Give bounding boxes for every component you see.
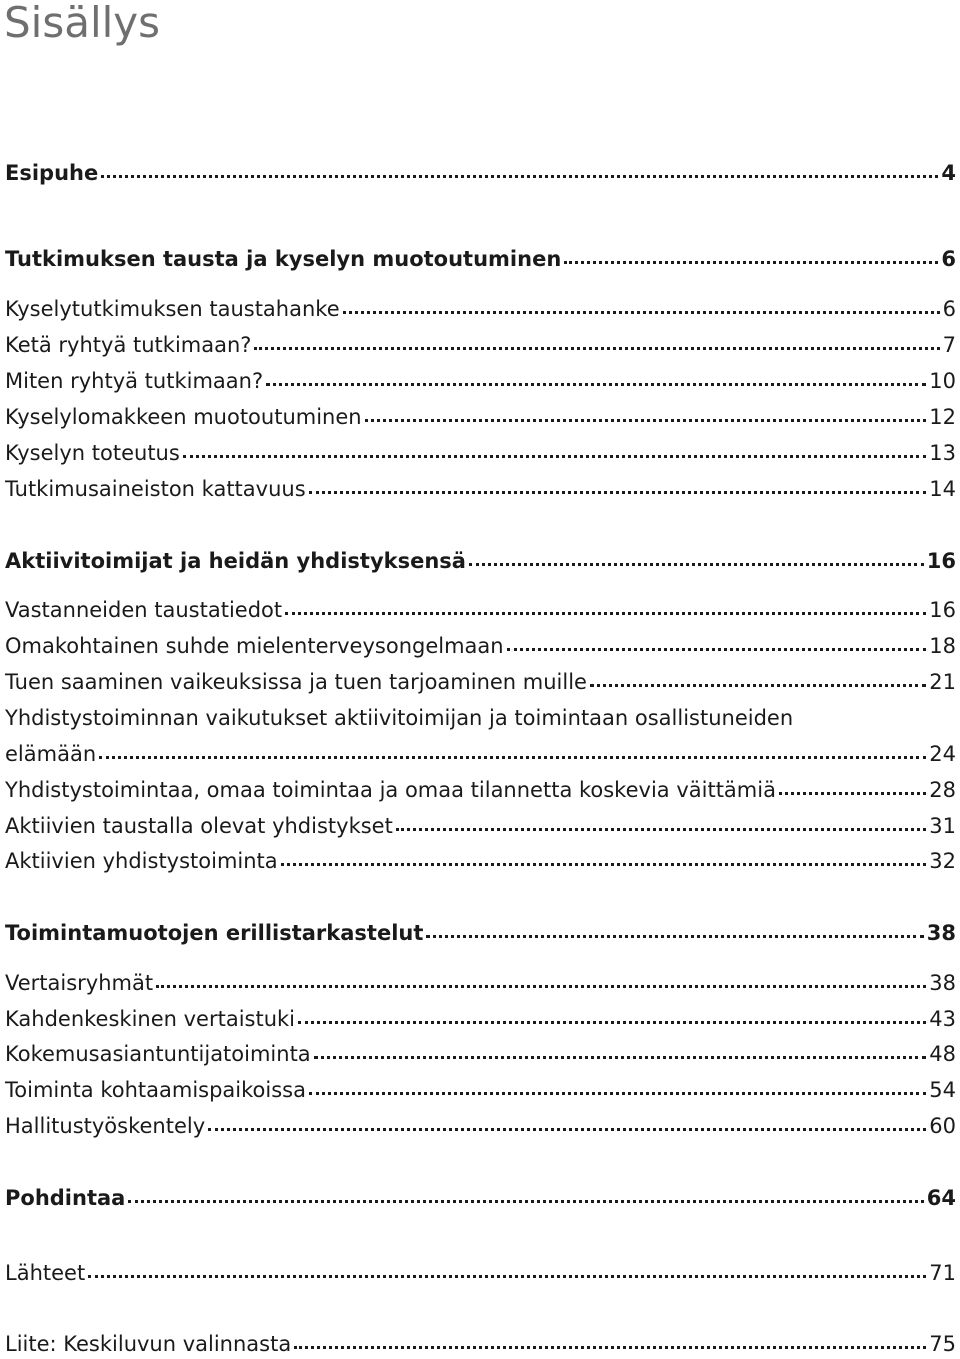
toc-leader-dots [564,260,938,264]
toc-entry-tutkimuksen-tausta[interactable] [5,244,956,274]
toc-entry-tutkimusaineiston-kattavuus[interactable] [5,474,956,504]
toc-page-number: 10 [929,369,956,393]
toc-entry-label: Kyselytutkimuksen taustahanke [5,297,340,321]
toc-page-number: 21 [929,670,956,694]
toc-entry-label: elämään [5,742,97,766]
toc-entry-yhdistystoimintaa-vaittamia[interactable] [5,775,956,805]
toc-page-number: 54 [929,1078,956,1102]
toc-leader-dots [208,1127,926,1131]
toc-entry-label: Aktiivitoimijat ja heidän yhdistyksensä [5,549,466,573]
toc-entry-label: Kokemusasiantuntijatoiminta [5,1042,311,1066]
toc-entry-yhdistystoiminnan-vaikutukset[interactable] [5,739,956,769]
toc-entry-label: Tutkimusaineiston kattavuus [5,477,306,501]
toc-page-number: 38 [929,971,956,995]
toc-entry-liite[interactable] [5,1329,956,1359]
toc-entry-label: Liite: Keskiluvun valinnasta [5,1332,292,1356]
toc-entry-label: Hallitustyöskentely [5,1114,206,1138]
toc-entry-toiminta-kohtaamispaikoissa[interactable] [5,1075,956,1105]
toc-entry-label: Vastanneiden taustatiedot [5,598,283,622]
toc-entry-esipuhe[interactable] [5,158,956,188]
toc-page-number: 16 [929,598,956,622]
toc-entry-label: Tuen saaminen vaikeuksissa ja tuen tarjoaminen muille [5,670,587,694]
toc-entry-label: Esipuhe [5,161,99,185]
toc-entry-label: Toimintamuotojen erillistarkastelut [5,921,424,945]
toc-entry-label: Omakohtainen suhde mielenterveysongelmaan [5,634,504,658]
toc-page-number: 32 [929,849,956,873]
toc-entry-pohdintaa[interactable] [5,1183,956,1213]
toc-leader-dots [469,562,924,566]
toc-entry-label: Pohdintaa [5,1186,126,1210]
toc-leader-dots [426,934,923,938]
toc-entry-label: Kahdenkeskinen vertaistuki [5,1007,296,1031]
toc-page-number: 64 [926,1186,956,1210]
toc-entry-aktiivitoimijat[interactable] [5,546,956,576]
toc-page-number: 6 [941,247,956,271]
toc-entry-kahdenkeskinen-vertaistuki[interactable] [5,1004,956,1034]
toc-entry-vastanneiden-taustatiedot[interactable] [5,595,956,625]
toc-leader-dots [590,683,926,687]
toc-leader-dots [294,1345,926,1349]
toc-leader-dots [99,755,926,759]
toc-page-number: 13 [929,441,956,465]
toc-leader-dots [298,1020,926,1024]
toc-entry-kyselytutkimuksen-taustahanke[interactable] [5,294,956,324]
toc-page-number: 18 [929,634,956,658]
toc-leader-dots [101,174,938,178]
toc-entry-label: Lähteet [5,1261,86,1285]
toc-entry-kokemusasiantuntijatoiminta[interactable] [5,1039,956,1069]
toc-entry-label: Kyselylomakkeen muotoutuminen [5,405,362,429]
toc-page-number: 14 [929,477,956,501]
toc-page-number: 60 [929,1114,956,1138]
toc-page-number: 71 [929,1261,956,1285]
toc-entry-label: Yhdistystoimintaa, omaa toimintaa ja omaa tilannetta koskevia väittämiä [5,778,776,802]
toc-entry-tuen-saaminen[interactable] [5,667,956,697]
toc-leader-dots [779,791,926,795]
toc-page-number: 16 [926,549,956,573]
toc-leader-dots [281,862,927,866]
toc-entry-kyselyn-toteutus[interactable] [5,438,956,468]
toc-entry-vertaisryhmat[interactable] [5,968,956,998]
toc-leader-dots [128,1199,923,1203]
toc-entry-label: Miten ryhtyä tutkimaan? [5,369,264,393]
toc-leader-dots [365,418,927,422]
toc-entry-label: Kyselyn toteutus [5,441,180,465]
toc-leader-dots [156,984,926,988]
toc-page-number: 28 [929,778,956,802]
toc-entry-yhdistystoiminnan-vaikutukset-line1[interactable] [5,703,956,733]
toc-entry-label: Aktiivien yhdistystoiminta [5,849,278,873]
toc-leader-dots [285,611,926,615]
toc-entry-label: Yhdistystoiminnan vaikutukset aktiivitoimijan ja toimintaan osallistuneiden [5,706,794,730]
toc-leader-dots [507,647,927,651]
toc-leader-dots [309,490,927,494]
toc-entry-hallitustyoskentely[interactable] [5,1111,956,1141]
toc-entry-lahteet[interactable] [5,1258,956,1288]
toc-leader-dots [254,346,939,350]
toc-entry-aktiivien-taustalla[interactable] [5,811,956,841]
toc-leader-dots [266,382,926,386]
toc-entry-keta-ryhtya-tutkimaan[interactable] [5,330,956,360]
toc-page-number: 6 [942,297,956,321]
toc-entry-kyselylomakkeen-muotoutuminen[interactable] [5,402,956,432]
toc-entry-label: Toiminta kohtaamispaikoissa [5,1078,306,1102]
toc-leader-dots [343,310,940,314]
toc-entry-aktiivien-yhdistystoiminta[interactable] [5,846,956,876]
toc-leader-dots [309,1091,926,1095]
toc-leader-dots [183,454,926,458]
toc-page-number: 24 [929,742,956,766]
toc-page-number: 4 [941,161,956,185]
toc-entry-toimintamuotojen[interactable] [5,918,956,948]
toc-page-number: 12 [929,405,956,429]
toc-page-number: 31 [929,814,956,838]
toc-entry-miten-ryhtya-tutkimaan[interactable] [5,366,956,396]
toc-entry-label: Ketä ryhtyä tutkimaan? [5,333,252,357]
toc-page-number: 43 [929,1007,956,1031]
toc-leader-dots [396,827,926,831]
toc-page-number: 48 [929,1042,956,1066]
toc-entry-omakohtainen-suhde[interactable] [5,631,956,661]
toc-page-number: 75 [929,1332,956,1356]
toc-leader-dots [314,1055,927,1059]
page-title: Sisällys [4,0,161,47]
toc-page-number: 38 [926,921,956,945]
toc-entry-label: Aktiivien taustalla olevat yhdistykset [5,814,393,838]
toc-leader-dots [88,1274,926,1278]
toc-entry-label: Vertaisryhmät [5,971,154,995]
toc-page-number: 7 [942,333,956,357]
toc-entry-label: Tutkimuksen tausta ja kyselyn muotoutuminen [5,247,562,271]
